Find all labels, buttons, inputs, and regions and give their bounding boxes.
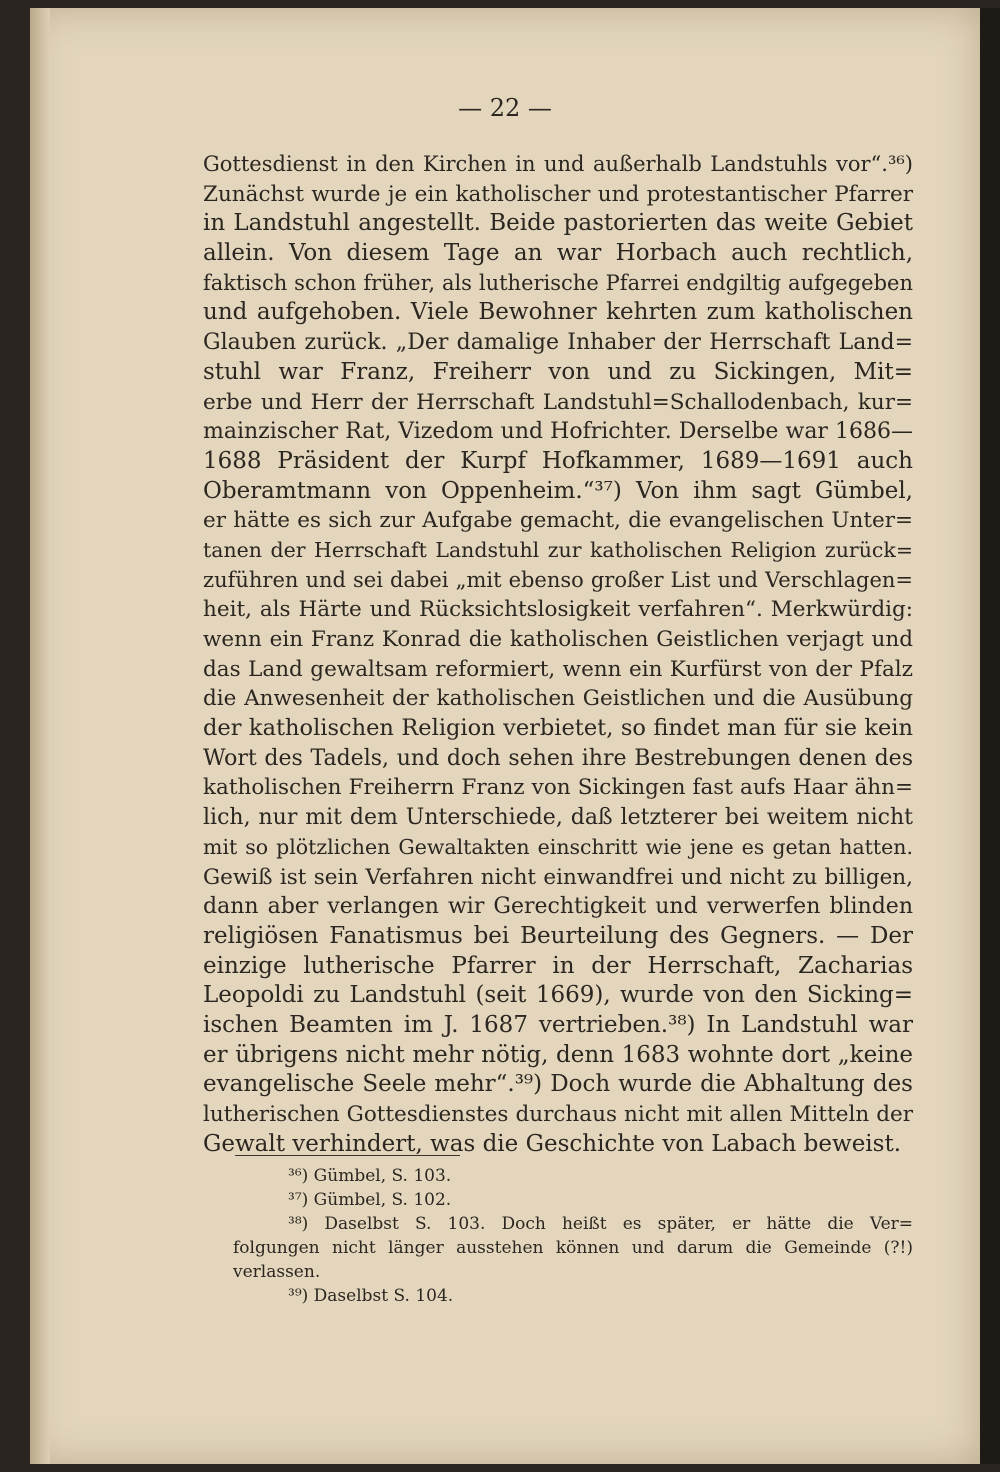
text-line: Oberamtmann von Oppenheim.“³⁷) Von ihm sagt Gümbel,: [203, 477, 913, 504]
text-line: er hätte es sich zur Aufgabe gemacht, die evangelischen Unter=: [203, 508, 913, 534]
text-line: Gewiß ist sein Verfahren nicht einwandfrei und nicht zu billigen,: [203, 864, 913, 890]
text-line: heit, als Härte und Rücksichtslosigkeit verfahren“. Merkwürdig:: [203, 597, 913, 623]
text-line: er übrigens nicht mehr nötig, denn 1683 wohnte dort „keine: [203, 1041, 913, 1068]
text-line: 1688 Präsident der Kurpf Hofkammer, 1689—1691 auch: [203, 447, 913, 474]
text-line: stuhl war Franz, Freiherr von und zu Sickingen, Mit=: [203, 358, 913, 385]
footnote: ³⁹) Daselbst S. 104.: [288, 1286, 454, 1306]
page-edge: [980, 8, 1000, 1464]
text-line: der katholischen Religion verbietet, so findet man für sie kein: [203, 715, 913, 742]
footnotes: [233, 1164, 913, 1308]
text-line: erbe und Herr der Herrschaft Landstuhl=Schallodenbach, kur=: [203, 389, 913, 415]
text-line: Gottesdienst in den Kirchen in und außerhalb Landstuhls vor“.³⁶): [203, 152, 913, 176]
text-line: lutherischen Gottesdienstes durchaus nicht mit allen Mitteln der: [203, 1102, 913, 1127]
footnote: ³⁷) Gümbel, S. 102.: [288, 1190, 452, 1210]
text-line: das Land gewaltsam reformiert, wenn ein Kurfürst von der Pfalz: [203, 656, 913, 682]
text-line: Leopoldi zu Landstuhl (seit 1669), wurde von den Sicking=: [203, 982, 913, 1009]
text-line: Wort des Tadels, und doch sehen ihre Bestrebungen denen des: [203, 745, 913, 771]
text-line: allein. Von diesem Tage an war Horbach auch rechtlich,: [203, 240, 913, 267]
text-line: lich, nur mit dem Unterschiede, daß letzterer bei weitem nicht: [203, 805, 913, 831]
footnote-continuation: folgungen nicht länger ausstehen können und darum die Gemeinde (?!): [233, 1238, 913, 1258]
text-line: Gewalt verhindert, was die Geschichte von Labach beweist.: [203, 1130, 902, 1157]
body-text: [203, 150, 913, 1159]
text-line: mit so plötzlichen Gewaltakten einschritt wie jene es getan hatten.: [203, 834, 913, 859]
text-line: zuführen und sei dabei „mit ebenso großer List und Verschlagen=: [203, 567, 913, 592]
text-line: katholischen Freiherrn Franz von Sickingen fast aufs Haar ähn=: [203, 775, 913, 801]
footnote: ³⁶) Gümbel, S. 103.: [288, 1166, 452, 1186]
text-line: die Anwesenheit der katholischen Geistlichen und die Ausübung: [203, 686, 913, 712]
text-line: religiösen Fanatismus bei Beurteilung des Gegners. — Der: [203, 922, 913, 949]
text-line: mainzischer Rat, Vizedom und Hofrichter. Derselbe war 1686—: [203, 419, 913, 445]
text-line: dann aber verlangen wir Gerechtigkeit und verwerfen blinden: [203, 894, 913, 920]
text-line: tanen der Herrschaft Landstuhl zur katholischen Religion zurück=: [203, 537, 913, 562]
page-number: — 22 —: [458, 94, 552, 122]
text-line: wenn ein Franz Konrad die katholischen Geistlichen verjagt und: [203, 627, 913, 652]
book-page: [30, 8, 980, 1464]
text-line: und aufgehoben. Viele Bewohner kehrten zum katholischen: [203, 299, 913, 326]
text-line: ischen Beamten im J. 1687 vertrieben.³⁸) In Landstuhl war: [203, 1011, 913, 1038]
text-line: evangelische Seele mehr“.³⁹) Doch wurde die Abhaltung des: [203, 1071, 913, 1098]
footnote: ³⁸) Daselbst S. 103. Doch heißt es später, er hätte die Ver=: [288, 1214, 913, 1234]
text-line: faktisch schon früher, als lutherische Pfarrei endgiltig aufgegeben: [203, 270, 913, 295]
page-gutter: [30, 8, 50, 1464]
text-line: Zunächst wurde je ein katholischer und protestantischer Pfarrer: [203, 181, 913, 207]
text-line: in Landstuhl angestellt. Beide pastorierten das weite Gebiet: [203, 210, 913, 237]
text-line: Glauben zurück. „Der damalige Inhaber der Herrschaft Land=: [203, 330, 913, 356]
text-line: einzige lutherische Pfarrer in der Herrschaft, Zacharias: [203, 952, 913, 979]
footnote-continuation: verlassen.: [233, 1262, 321, 1282]
footnote-divider: [235, 1155, 460, 1156]
